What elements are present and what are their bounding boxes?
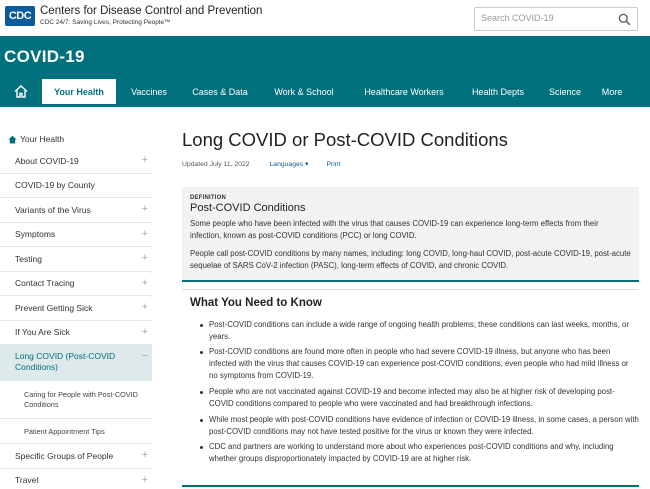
- definition-label: DEFINITION: [190, 195, 226, 201]
- expand-icon[interactable]: +: [141, 276, 148, 289]
- expand-icon[interactable]: +: [141, 325, 148, 338]
- sidebar-item-label: Specific Groups of People: [15, 450, 114, 461]
- nav-home[interactable]: [0, 79, 42, 104]
- site-header: [0, 0, 650, 36]
- sidebar-item-label: Contact Tracing: [15, 278, 75, 289]
- definition-title: Post-COVID Conditions: [190, 202, 306, 214]
- main-content: [182, 129, 640, 469]
- org-tagline: CDC 24/7: Saving Lives, Protecting People™: [40, 19, 171, 26]
- sidebar-heading[interactable]: [0, 129, 152, 149]
- sidebar-item-label: About COVID-19: [15, 155, 79, 166]
- bullet-list: [199, 319, 639, 465]
- search-icon[interactable]: [618, 13, 631, 26]
- languages-dropdown[interactable]: Languages ▾: [269, 161, 309, 168]
- nav-tab-vaccines[interactable]: Vaccines: [131, 86, 167, 97]
- nav-tab-your-health[interactable]: Your Health: [42, 79, 116, 104]
- nav-tab-health-depts[interactable]: Health Depts: [471, 86, 525, 97]
- list-item: People who are not vaccinated against COVID-19 and become infected may also be at higher risk of developing post-COVID conditions compared to people who were vaccinated and had breakthrough infections.: [199, 386, 639, 410]
- expand-icon[interactable]: +: [141, 449, 148, 462]
- page-title: Long COVID or Post-COVID Conditions: [182, 129, 508, 150]
- expand-icon[interactable]: +: [141, 227, 148, 240]
- updated-date: Updated July 11, 2022: [182, 160, 250, 168]
- sidebar-item-label: Variants of the Virus: [15, 204, 91, 215]
- cdc-logo[interactable]: CDC: [5, 6, 35, 26]
- nav-tab-work-school[interactable]: Work & School: [274, 86, 334, 97]
- sidebar-subitem-label: Patient Appointment Tips: [24, 426, 105, 436]
- list-item: While most people with post-COVID conditions have evidence of infection or COVID-19 illness, in some cases, a person with post-COVID conditions may not have tested positive for the virus or known they were infected.: [199, 414, 639, 438]
- nav-underline: [0, 104, 650, 107]
- definition-paragraph: People call post-COVID conditions by many names, including: long COVID, long-haul COVID, post-acute COVID-19, post-acute sequelae of SARS CoV-2 infection (PASC), long-term effects of COVID, and chronic COVID.: [190, 249, 631, 271]
- main-nav: [0, 79, 650, 104]
- sidebar-item-about-covid[interactable]: [0, 149, 152, 174]
- sidebar-item-contact-tracing[interactable]: [0, 272, 152, 297]
- search-box[interactable]: [474, 7, 638, 31]
- sidebar-item-prevent-getting-sick[interactable]: [0, 296, 152, 321]
- sidebar-item-label: Symptoms: [15, 229, 56, 240]
- page-meta: [182, 158, 640, 170]
- sidebar-item-testing[interactable]: [0, 247, 152, 272]
- expand-icon[interactable]: +: [141, 473, 148, 486]
- nav-tab-science[interactable]: Science: [548, 86, 582, 97]
- sidebar: [0, 129, 152, 489]
- nav-tab-cases-data[interactable]: Cases & Data: [192, 86, 248, 97]
- sidebar-item-label: Long COVID (Post-COVID Conditions): [15, 351, 116, 373]
- sidebar-heading-label: Your Health: [20, 134, 65, 144]
- what-you-need-to-know-section: [182, 289, 639, 465]
- collapse-icon[interactable]: −: [141, 350, 148, 362]
- nav-tab-more[interactable]: More: [601, 86, 623, 97]
- section-title: What You Need to Know: [190, 296, 322, 309]
- sidebar-subitem-caring[interactable]: [0, 381, 152, 419]
- org-name[interactable]: Centers for Disease Control and Prevention: [40, 5, 263, 17]
- sidebar-item-specific-groups[interactable]: [0, 444, 152, 469]
- sidebar-item-label: COVID-19 by County: [15, 180, 95, 191]
- list-item: Post-COVID conditions can include a wide range of ongoing health problems; these conditions can last weeks, months, or years.: [199, 319, 639, 343]
- definition-box: [182, 187, 639, 282]
- expand-icon[interactable]: +: [141, 154, 148, 167]
- sidebar-item-label: Travel: [15, 475, 39, 486]
- sidebar-subitem-appointment-tips[interactable]: [0, 419, 152, 444]
- site-title[interactable]: COVID-19: [4, 47, 85, 66]
- nav-tab-healthcare-workers[interactable]: Healthcare Workers: [364, 86, 444, 97]
- list-item: Post-COVID conditions are found more often in people who had severe COVID-19 illness, but anyone who has been infected with the virus that causes COVID-19 can experience post-COVID conditions, even people who had mild illness or no symptoms from COVID-19.: [199, 346, 639, 382]
- sidebar-item-label: Testing: [15, 253, 42, 264]
- home-icon: [14, 85, 28, 98]
- sidebar-item-symptoms[interactable]: [0, 223, 152, 248]
- sidebar-item-variants[interactable]: [0, 198, 152, 223]
- definition-paragraph: Some people who have been infected with the virus that causes COVID-19 can experience long-term effects from their infection, known as post-COVID conditions (PCC) or long COVID.: [190, 219, 599, 240]
- print-link[interactable]: Print: [326, 160, 341, 168]
- sidebar-item-if-you-are-sick[interactable]: [0, 321, 152, 346]
- sidebar-subitem-label: Caring for People with Post-COVID Conditions: [24, 389, 138, 409]
- section-divider: [182, 485, 639, 487]
- list-item: CDC and partners are working to understand more about who experiences post-COVID conditions and why, including whether groups disproportionately impacted by COVID-19 are at higher risk.: [199, 441, 639, 465]
- site-title-bar: [0, 36, 650, 79]
- expand-icon[interactable]: +: [141, 252, 148, 265]
- expand-icon[interactable]: +: [141, 301, 148, 314]
- sidebar-item-travel[interactable]: [0, 469, 152, 489]
- sidebar-item-label: Prevent Getting Sick: [15, 302, 93, 313]
- expand-icon[interactable]: +: [141, 203, 148, 216]
- home-icon: [8, 135, 17, 144]
- sidebar-item-covid-by-county[interactable]: [0, 174, 152, 199]
- sidebar-item-long-covid[interactable]: [0, 345, 152, 381]
- search-input[interactable]: [481, 13, 611, 23]
- sidebar-item-label: If You Are Sick: [15, 327, 70, 338]
